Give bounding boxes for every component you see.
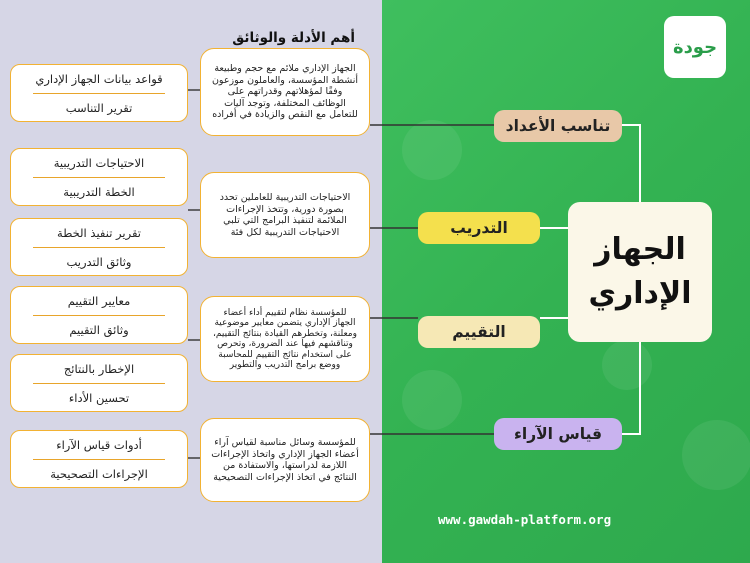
document-item: الإجراءات التصحيحية	[50, 467, 148, 481]
document-item: تقرير تنفيذ الخطة	[57, 226, 141, 240]
connector-line	[622, 342, 640, 434]
document-item: وثائق التقييم	[69, 323, 129, 337]
document-item: الاحتياجات التدريبية	[53, 156, 145, 170]
central-node	[568, 202, 712, 342]
document-item: وثائق التدريب	[66, 255, 132, 269]
description-box: الجهاز الإداري ملائم مع حجم وطبيعة أنشطة المؤسسة، والعاملون موزعون وفقًا لمؤهلاتهم وقدراتهم على الوظائف المختلفة، وتوجد آليات للتعامل مع النقص والزيادة في أفراده	[200, 48, 370, 136]
document-box	[10, 64, 188, 122]
document-item: أدوات قياس الآراء	[56, 438, 142, 452]
document-box	[10, 430, 188, 488]
central-title-line: الجهاز	[594, 232, 686, 267]
document-item: معايير التقييم	[67, 294, 131, 308]
document-box	[10, 218, 188, 276]
documents-title: أهم الأدلة والوثائق	[232, 30, 355, 46]
document-box	[10, 148, 188, 206]
branch-pill: التقييم	[418, 316, 540, 348]
branch-pill: تناسب الأعداد	[494, 110, 622, 142]
document-item: تحسين الأداء	[68, 391, 130, 405]
document-item: الإخطار بالنتائج	[63, 362, 135, 376]
branch-pill: التدريب	[418, 212, 540, 244]
connector-line	[622, 125, 640, 202]
description-box: للمؤسسة وسائل مناسبة لقياس آراء أعضاء الجهاز الإداري واتخاذ الإجراءات اللازمة لدراستها، والاستفادة من النتائج في اتخاذ الإجراءات التصحيحية	[200, 418, 370, 502]
description-box: الاحتياجات التدريبية للعاملين تحدد بصورة دورية، وتتخذ الإجراءات الملائمة لتنفيذ البرامج التي تلبي الاحتياجات التدريبية لكل فئة	[200, 172, 370, 258]
description-box: للمؤسسة نظام لتقييم أداء أعضاء الجهاز الإداري يتضمن معايير موضوعية ومعلنة، وتخطرهم القيادة بنتائج التقييم، وتناقشهم فيها عند الضرورة، وتحرص على استخدام نتائج التقييم للمحاسبة ووضع برامج التدريب والتطوير	[200, 296, 370, 382]
branch-pill: قياس الآراء	[494, 418, 622, 450]
logo-text: جودة	[672, 36, 718, 58]
central-title-line: الإداري	[588, 276, 692, 311]
document-item: الخطة التدريبية	[63, 185, 135, 199]
document-box	[10, 354, 188, 412]
document-item: قواعد بيانات الجهاز الإداري	[35, 72, 163, 86]
document-item: تقرير التناسب	[65, 101, 133, 115]
gawdah-logo	[664, 16, 726, 78]
document-box	[10, 286, 188, 344]
website-url[interactable]: www.gawdah-platform.org	[438, 512, 612, 527]
